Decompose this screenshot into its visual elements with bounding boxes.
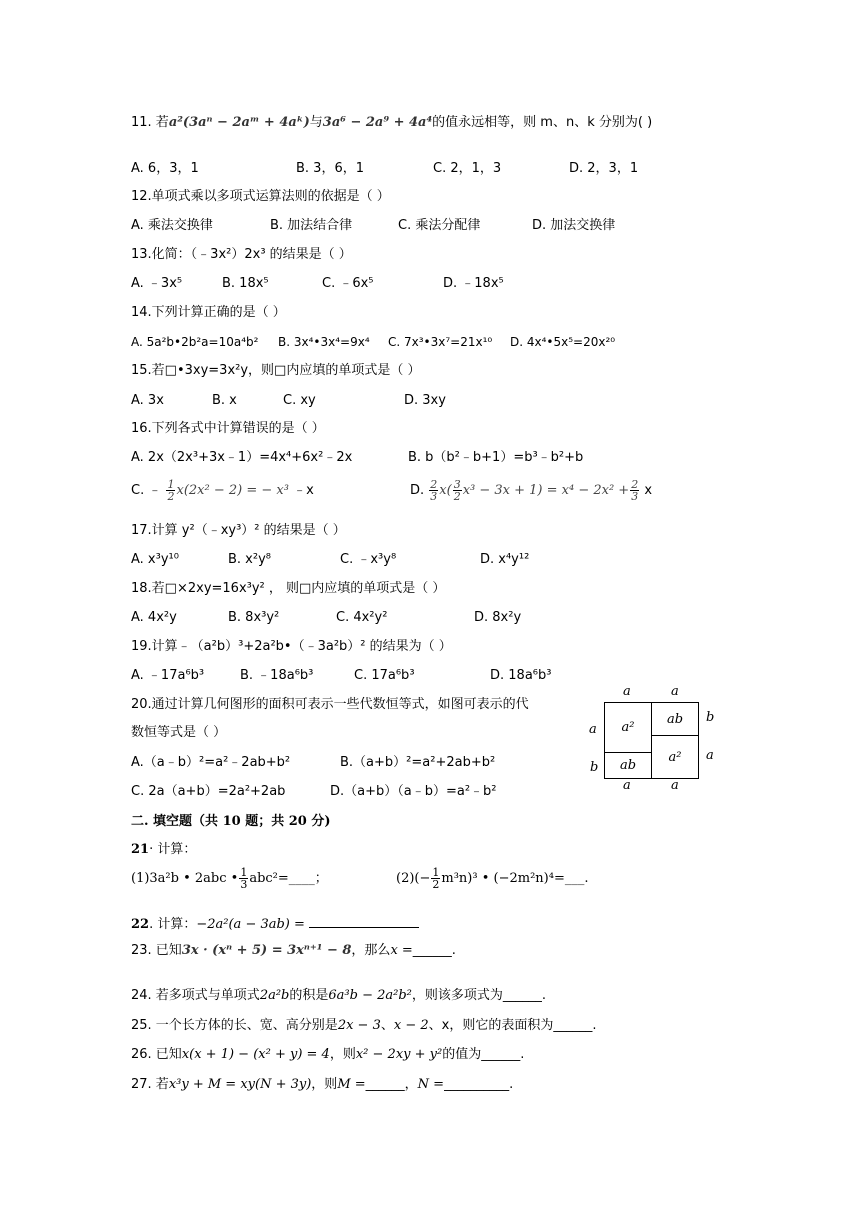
diagram-cell-a2-right: a² <box>651 735 699 779</box>
frac-num: 3 <box>453 478 461 491</box>
diagram-cell-ab-left: ab <box>604 752 652 779</box>
q11-expr2: 3a⁶ − 2a⁹ + 4a⁴ <box>322 115 433 130</box>
diagram-bottom-label-2: a <box>671 778 679 793</box>
q13-stem: 13.化简：（﹣3x²）2x³ 的结果是（ ） <box>131 247 352 262</box>
q13-option-a: A. ﹣3x⁵ <box>131 276 183 291</box>
q24-prefix: 24. 若多项式与单项式 <box>131 988 260 1003</box>
section-2-title: 二. 填空题（共 10 题；共 20 分) <box>131 814 331 829</box>
q15-option-b: B. x <box>212 393 237 408</box>
q17-option-b: B. x²y⁸ <box>228 552 271 567</box>
q24-expr1: 2a²b <box>259 988 290 1003</box>
q23-answer-blank[interactable]: ______. <box>412 943 456 958</box>
q25-expr2: x − 2 <box>393 1018 429 1033</box>
q16-option-d-prefix: D. <box>410 483 425 498</box>
diagram-cell-a2-left: a² <box>604 702 652 753</box>
frac-den: 3 <box>240 878 248 891</box>
q25-sep: 、 <box>380 1018 394 1033</box>
q16-option-c <box>131 476 314 506</box>
frac-num: 2 <box>631 478 639 491</box>
q21-part2-prefix: (2)(− <box>396 871 431 886</box>
q21-text: · 计算： <box>149 842 197 857</box>
q16-option-a: A. 2x（2x³+3x﹣1）=4x⁴+6x²﹣2x <box>131 450 353 465</box>
q13-option-b: B. 18x⁵ <box>222 276 269 291</box>
q19-option-c: C. 17a⁶b³ <box>354 668 415 683</box>
q24-suffix[interactable]: ，则该多项式为______. <box>411 988 547 1003</box>
q20-stem-line1: 20.通过计算几何图形的面积可表示一些代数恒等式，如图可表示的代 <box>131 697 529 712</box>
q23-mid: ，那么 <box>351 943 391 958</box>
q12-option-b: B. 加法结合律 <box>270 218 353 233</box>
frac-den: 2 <box>167 490 175 503</box>
q27-mid: ，则 <box>311 1077 338 1092</box>
q14-option-c: C. 7x³•3x⁷=21x¹⁰ <box>388 335 493 349</box>
q21-part1-suffix: abc²=____； <box>249 871 328 886</box>
q13-option-c: C. ﹣6x⁵ <box>322 276 374 291</box>
q27-m: M = <box>337 1077 366 1092</box>
frac-num: 1 <box>432 866 440 879</box>
q17-stem: 17.计算 y²（﹣xy³）² 的结果是（ ） <box>131 523 346 538</box>
q21-part1-prefix: (1)3a²b • 2abc • <box>131 871 239 886</box>
q16-option-c-prefix: C. ﹣ <box>131 483 162 498</box>
q11-prefix: 11. 若 <box>131 115 169 130</box>
frac-den: 3 <box>430 490 438 503</box>
frac-num: 1 <box>167 478 175 491</box>
q11-mid: 与 <box>309 115 323 130</box>
frac-den: 2 <box>432 878 440 891</box>
q16-option-b: B. b（b²﹣b+1）=b³﹣b²+b <box>408 450 584 465</box>
frac-den: 2 <box>453 490 461 503</box>
q17-option-c: C. ﹣x³y⁸ <box>340 552 397 567</box>
q16-option-d-expr1: x( <box>439 483 452 498</box>
q15-option-a: A. 3x <box>131 393 164 408</box>
q16-option-c-expr: x(2x² − 2) = − x³ <box>176 483 289 498</box>
q11-suffix: 的值永远相等，则 m、n、k 分别为( ) <box>432 115 653 130</box>
q25-stem <box>131 1017 596 1035</box>
q19-stem: 19.计算﹣（a²b）³+2a²b•（﹣3a²b）² 的结果为（ ） <box>131 639 452 654</box>
q16-stem: 16.下列各式中计算错误的是（ ） <box>131 421 325 436</box>
q13-option-d: D. ﹣18x⁵ <box>443 276 504 291</box>
q21-part2 <box>396 862 588 896</box>
q16-frac-c <box>166 479 175 502</box>
q16-option-c-suffix: ﹣x <box>293 483 314 498</box>
diagram-left-label-2: b <box>590 760 599 775</box>
diagram-top-label-1: a <box>623 684 631 699</box>
q21-stem <box>131 841 196 859</box>
q27-prefix: 27. 若 <box>131 1077 169 1092</box>
q15-option-d: D. 3xy <box>404 393 446 408</box>
q27-expr1: x³y + M = xy(N + 3y) <box>168 1077 312 1092</box>
q23-expr: 3x · (xⁿ + 5) = 3xⁿ⁺¹ − 8 <box>181 943 352 958</box>
q22-number: 22 <box>131 917 150 932</box>
q16-frac-d1 <box>429 479 438 502</box>
diagram-top-label-2: a <box>671 684 679 699</box>
q22-expr: −2a²(a − 3ab) = <box>196 917 305 932</box>
diagram-bottom-label-1: a <box>623 778 631 793</box>
frac-num: 2 <box>430 478 438 491</box>
q25-suffix[interactable]: 、x，则它的表面积为______. <box>428 1018 597 1033</box>
q17-option-a: A. x³y¹⁰ <box>131 552 179 567</box>
q26-expr2: x² − 2xy + y² <box>355 1047 443 1062</box>
q20-stem-line2: 数恒等式是（ ） <box>131 725 227 740</box>
q26-prefix: 26. 已知 <box>131 1047 182 1062</box>
diagram-right-label-1: b <box>706 710 715 725</box>
q14-option-d: D. 4x⁴•5x⁵=20x²⁰ <box>510 335 616 349</box>
q22-text: . 计算： <box>149 917 197 932</box>
q16-frac-d3 <box>630 479 639 502</box>
q23-prefix: 23. 已知 <box>131 943 182 958</box>
q18-option-b: B. 8x³y² <box>228 610 280 625</box>
q15-stem: 15.若□•3xy=3x²y，则□内应填的单项式是（ ） <box>131 363 421 378</box>
q14-option-a: A. 5a²b•2b²a=10a⁴b² <box>131 335 259 349</box>
area-diagram <box>587 684 721 796</box>
q27-n: N = <box>417 1077 445 1092</box>
q21-part1 <box>131 862 328 896</box>
q14-stem: 14.下列计算正确的是（ ） <box>131 305 286 320</box>
q21-part2-suffix: m³n)³ • (−2m²n)⁴=___. <box>441 871 589 886</box>
q26-mid: ，则 <box>329 1047 356 1062</box>
q16-frac-d2 <box>453 479 462 502</box>
q25-expr1: 2x − 3 <box>337 1018 381 1033</box>
diagram-right-label-2: a <box>706 748 714 763</box>
q26-suffix[interactable]: 的值为______. <box>442 1047 525 1062</box>
q23-var: x = <box>390 943 413 958</box>
q19-option-a: A. ﹣17a⁶b³ <box>131 668 205 683</box>
q24-mid: 的积是 <box>289 988 329 1003</box>
q12-option-d: D. 加法交换律 <box>532 218 616 233</box>
q20-option-d: D.（a+b）（a﹣b）=a²﹣b² <box>330 784 497 799</box>
q21-part2-frac <box>431 867 440 890</box>
q18-option-a: A. 4x²y <box>131 610 177 625</box>
diagram-cell-ab-right: ab <box>651 702 699 736</box>
q24-stem <box>131 987 546 1005</box>
diagram-left-label-1: a <box>589 722 597 737</box>
q18-option-d: D. 8x²y <box>474 610 522 625</box>
q14-option-b: B. 3x⁴•3x⁴=9x⁴ <box>278 335 370 349</box>
q11-option-b: B. 3，6，1 <box>296 161 364 176</box>
q26-expr1: x(x + 1) − (x² + y) = 4 <box>181 1047 330 1062</box>
q19-option-d: D. 18a⁶b³ <box>490 668 552 683</box>
q21-number: 21 <box>131 842 150 857</box>
frac-den: 3 <box>631 490 639 503</box>
q11-option-d: D. 2，3，1 <box>569 161 639 176</box>
q11-stem <box>131 114 652 132</box>
q22-answer-blank[interactable] <box>309 913 419 928</box>
q20-option-a: A.（a﹣b）²=a²﹣2ab+b² <box>131 755 291 770</box>
q22-stem <box>131 913 419 934</box>
q16-option-d-suffix: x <box>644 483 653 498</box>
q20-option-c: C. 2a（a+b）=2a²+2ab <box>131 784 286 799</box>
q27-blank-n[interactable]: __________. <box>444 1077 514 1092</box>
q24-expr2: 6a³b − 2a²b² <box>328 988 412 1003</box>
q16-option-d-expr2: x³ − 3x + 1) = x⁴ − 2x² + <box>462 483 630 498</box>
q25-prefix: 25. 一个长方体的长、宽、高分别是 <box>131 1018 338 1033</box>
q27-stem <box>131 1076 513 1094</box>
q12-option-a: A. 乘法交换律 <box>131 218 213 233</box>
q20-option-b: B.（a+b）²=a²+2ab+b² <box>340 755 496 770</box>
q27-blank-m[interactable]: ______， <box>365 1077 418 1092</box>
q11-option-a: A. 6，3，1 <box>131 161 199 176</box>
q26-stem <box>131 1046 524 1064</box>
q19-option-b: B. ﹣18a⁶b³ <box>240 668 314 683</box>
q17-option-d: D. x⁴y¹² <box>480 552 530 567</box>
q18-option-c: C. 4x²y² <box>336 610 388 625</box>
q21-part1-frac <box>239 867 248 890</box>
q12-option-c: C. 乘法分配律 <box>398 218 481 233</box>
q23-stem <box>131 942 456 960</box>
q15-option-c: C. xy <box>283 393 316 408</box>
q12-stem: 12.单项式乘以多项式运算法则的依据是（ ） <box>131 189 390 204</box>
q18-stem: 18.若□×2xy=16x³y² ， 则□内应填的单项式是（ ） <box>131 581 446 596</box>
frac-num: 1 <box>240 866 248 879</box>
q16-option-d <box>410 476 652 506</box>
q11-option-c: C. 2，1，3 <box>433 161 502 176</box>
q11-expr1: a²(3aⁿ − 2aᵐ + 4aᵏ) <box>168 115 310 130</box>
